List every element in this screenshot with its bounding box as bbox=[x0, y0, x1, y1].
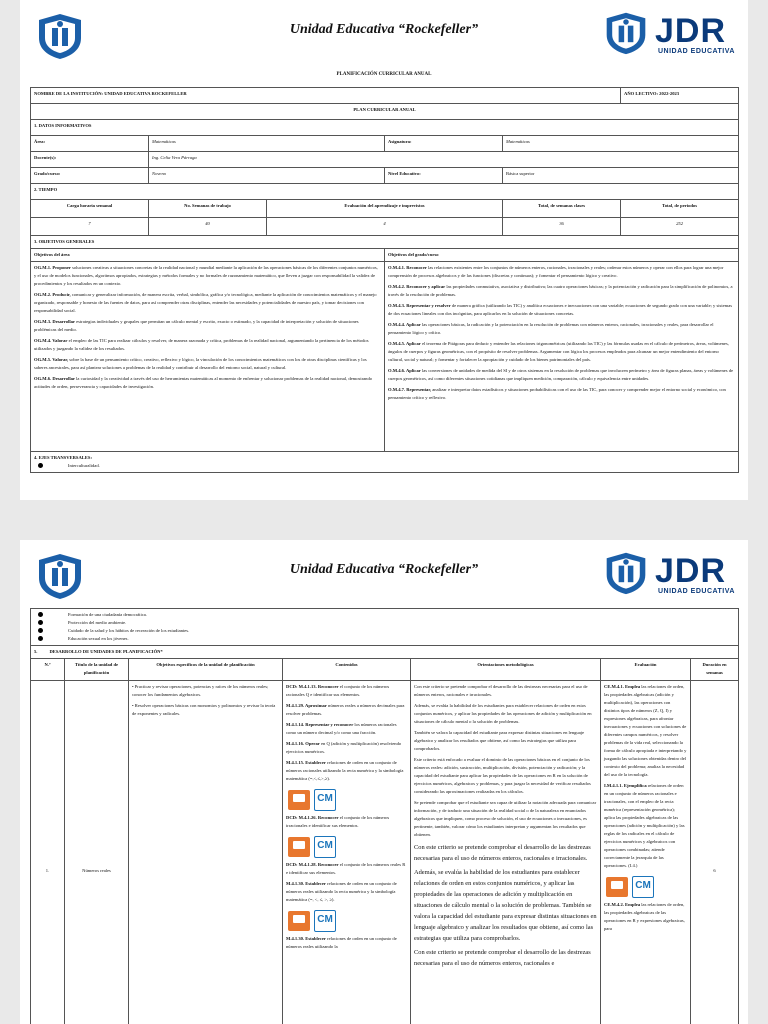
unit-objectives bbox=[129, 681, 283, 1024]
unit-duration: 6 bbox=[691, 681, 739, 1024]
grade-objective: O.M.4.1. Reconocer las relaciones existentes entre los conjuntos de números enteros, racionales, irracionales y reales; ordenar estos números y operar con ellos para lograr una mejor comprensión de procesos algebraicos y de las funciones (discretas y continuas); y fomentar el pensamiento lógico y creativo. bbox=[388, 265, 724, 278]
grade-value: Noveno bbox=[149, 168, 385, 184]
bullet-icon bbox=[38, 612, 43, 617]
page-header bbox=[20, 0, 748, 62]
unit-title: Números reales bbox=[65, 681, 129, 1024]
area-objective: OG.M.3. Desarrollar estrategias individuales y grupales que permitan un cálculo mental y escrito, exacto o estimado, y la capacidad de interpretación y solución de situaciones problémicas del medio. bbox=[34, 319, 359, 332]
time-header: Total, de periodos bbox=[621, 200, 739, 218]
transversal-axes-continued bbox=[31, 609, 739, 646]
content-item: M.4.1.16. Operar en Q (adición y multiplicación) resolviendo ejercicios numéricos. bbox=[286, 741, 402, 754]
methodology-paragraph: Además, se evalúa la habilidad de los estudiantes para establecer relaciones de orden en estos conjuntos numéricos, y aplicar las propiedades de las operaciones de adición y multiplicación en situaciones de cálculo mental o la solución de problemas. bbox=[414, 703, 592, 724]
content-item: M.4.1.15. Establecer relaciones de orden en un conjunto de números racionales utilizando la recta numérica y la simbología matemática (=,<,≤,>,≥). bbox=[286, 760, 404, 781]
unit-contents bbox=[283, 681, 411, 1024]
cm-resource-icon: CM bbox=[314, 836, 336, 858]
evaluation-item: I.M.4.1.1. Ejemplifica relaciones de orden en un conjunto de números racionales e irracionales, con el empleo de la recta numérica (representación geométrica); aplica las propiedades algebraicas de las operaciones (adición y multiplicación) y las reglas de los radicales en el cálculo de ejercicios numéricos y algebraicos con operaciones combinadas; atiende correctamente la jerarquía de las operaciones. (I.4.) bbox=[604, 783, 685, 868]
grade-objectives-list bbox=[385, 262, 739, 452]
cm-resource-icon: CM bbox=[314, 789, 336, 811]
area-objective: OG.M.5. Valorar, sobre la base de un pensamiento crítico, creativo, reflexivo y lógico, la vinculación de los conocimientos matemáticos con los de otras disciplinas científicas y los saberes ancestrales, para así plantear soluciones a problemas de la realidad y contribuir al desarrollo del entorno social, natural y cultural. bbox=[34, 357, 367, 370]
area-objectives-list bbox=[31, 262, 385, 452]
level-value: Básica superior bbox=[503, 168, 739, 184]
axis-item: Protección del medio ambiente. bbox=[34, 619, 735, 627]
jdr-logo bbox=[603, 10, 743, 60]
time-value: 40 bbox=[149, 218, 267, 236]
content-item: DCD: M.4.1.26. Reconocer el conjunto de los números irracionales e identificar sus elementos. bbox=[286, 815, 390, 828]
jdr-shield-icon bbox=[603, 10, 649, 56]
presentation-icon bbox=[288, 837, 310, 857]
time-header: Carga horaria semanal bbox=[31, 200, 149, 218]
subject-value: Matemáticas bbox=[503, 136, 739, 152]
time-header: No. Semanas de trabajo bbox=[149, 200, 267, 218]
jdr-logo-subtitle: UNIDAD EDUCATIVA bbox=[658, 588, 735, 595]
axis-item: Interculturalidad. bbox=[34, 462, 735, 470]
column-header: Duración en semanas bbox=[691, 659, 739, 681]
page-header bbox=[20, 540, 748, 602]
methodology bbox=[411, 681, 601, 1024]
time-header: Total, de semanas clases bbox=[503, 200, 621, 218]
content-item: M.4.1.30. Establecer relaciones de orden en un conjunto de números reales utilizando la recta numérica y la simbología matemática (=, <, ≤, >, ≥). bbox=[286, 881, 397, 902]
resource-icons bbox=[286, 833, 407, 861]
area-objective: OG.M.2. Producir, comunicar y generalizar información, de manera escrita, verbal, simbólica, gráfica y/o tecnológica, mediante la aplicación de conocimientos matemáticos y el manejo organizado, responsable y honesto de las fuentes de datos, para así comprender otras disciplinas, entender las necesidades y potencialidades de nuestro país, y tomar decisiones con responsabilidad social. bbox=[34, 292, 377, 313]
grade-objective: O.M.4.2. Reconocer y aplicar las propiedades conmutativa, asociativa y distributiva; las cuatro operaciones básicas; y la potenciación y radicación para la simplificación de polinomios, a través de la resolución de problemas. bbox=[388, 284, 733, 297]
evaluation-item: CE.M.4.1. Emplea las relaciones de orden, las propiedades algebraicas (adición y multiplicación), las operaciones con distintos tipos de números (Z, Q, I) y expresiones algebraicas, para afrontar inecuaciones y ecuaciones con soluciones de diferentes campos numéricos, y resolver problemas de la vida real, seleccionando la forma de cálculo apropiada e interpretando y juzgando las soluciones obtenidas dentro del contexto del problema; analiza la necesidad del uso de la tecnología. bbox=[604, 684, 687, 777]
area-objective: OG.M.4. Valorar el empleo de las TIC para realizar cálculos y resolver, de manera razonada y crítica, problemas de la realidad nacional, argumentando la pertinencia de los métodos utilizados y juzgando la validez de los resultados. bbox=[34, 338, 369, 351]
area-objectives-header: Objetivos del área bbox=[31, 249, 385, 262]
methodology-paragraph: Con este criterio se pretende comprobar el desarrollo de las destrezas necesarias para el uso de números enteros, racionales e irracionales. bbox=[414, 684, 588, 697]
section-ejes: 4. EJES TRANSVERSALES: bbox=[34, 455, 92, 460]
plan-label: PLAN CURRICULAR ANUAL bbox=[31, 104, 739, 120]
axis-item: Cuidado de la salud y los hábitos de recreación de los estudiantes. bbox=[34, 627, 735, 635]
resource-icons bbox=[604, 873, 687, 901]
presentation-icon bbox=[606, 877, 628, 897]
units-header-row bbox=[31, 659, 739, 681]
unit-row bbox=[31, 681, 739, 1024]
axis-item: Formación de una ciudadanía democrática. bbox=[34, 611, 735, 619]
column-header: Orientaciones metodológicas bbox=[411, 659, 601, 681]
methodology-paragraph: Además, se evalúa la habilidad de los estudiantes para establecer relaciones de orden en estos conjuntos numéricos, y aplicar las propiedades de las operaciones de adición y multiplicación en situaciones de cálculo mental o la solución de problemas. También se valora la capacidad del estudiante para expresar distintas situaciones en lenguaje algebraico y analizar los resultados que obtiene, así como las estrategias que utiliza para comprobarlos. bbox=[414, 869, 597, 942]
level-label: Nivel Educativo: bbox=[385, 168, 503, 184]
time-header-row bbox=[31, 200, 739, 218]
methodology-paragraph: También se valora la capacidad del estudiante para expresar distintas situaciones en lenguaje algebraico y analizar los resultados que obtiene, así como las estrategias que utiliza para comprobarlos. bbox=[414, 730, 585, 751]
time-values-row bbox=[31, 218, 739, 236]
grade-objective: O.M.4.7. Representar, analizar e interpretar datos estadísticos y situaciones probabilísticas con el uso de las TIC, para conocer y comprender mejor el entorno social y económico, con pensamiento crítico y reflexivo. bbox=[388, 387, 726, 400]
grade-objective: O.M.4.3. Representar y resolver de manera gráfica (utilizando las TIC) y analítica ecuaciones e inecuaciones con una variable; ecuaciones de segundo grado con una variable; y sistemas de dos ecuaciones lineales con dos incógnitas, para aplicarlos en la solución de situaciones concretas. bbox=[388, 303, 733, 316]
column-header: Evaluación bbox=[601, 659, 691, 681]
grade-objectives-header: Objetivos del grado/curso bbox=[385, 249, 739, 262]
document-page-1 bbox=[20, 0, 748, 500]
area-label: Área: bbox=[31, 136, 149, 152]
section-tiempo: 2. TIEMPO bbox=[31, 184, 739, 200]
time-value: 252 bbox=[621, 218, 739, 236]
evaluation bbox=[601, 681, 691, 1024]
unit-objective: • Resolver operaciones básicas con monomios y polinomios y revisar la teoría de exponentes y radicales. bbox=[132, 703, 276, 716]
plan-table bbox=[30, 87, 739, 473]
bullet-icon bbox=[38, 463, 43, 468]
grade-label: Grado/curso: bbox=[31, 168, 149, 184]
teacher-value: Ing. Celia Vera Párraga bbox=[149, 152, 739, 168]
axis-item: Educación sexual en los jóvenes. bbox=[34, 635, 735, 643]
content-item: M.4.1.29. Aproximar números reales a números decimales para resolver problemas. bbox=[286, 703, 405, 716]
presentation-icon bbox=[288, 790, 310, 810]
column-header: Título de la unidad de planificación bbox=[65, 659, 129, 681]
content-item: M.4.1.30. Establecer relaciones de orden en un conjunto de números reales utilizando la bbox=[286, 936, 397, 949]
jdr-logo bbox=[603, 550, 743, 600]
document-page-2 bbox=[20, 540, 748, 1024]
resource-icons bbox=[286, 907, 407, 935]
time-header: Evaluación del aprendizaje e imprevistos bbox=[267, 200, 503, 218]
methodology-paragraph: Con este criterio se pretende comprobar el desarrollo de las destrezas necesarias para el uso de números enteros, racionales e irracionales. bbox=[414, 844, 591, 862]
jdr-logo-text: JDR bbox=[655, 12, 727, 50]
area-objective: OG.M.6. Desarrollar la curiosidad y la creatividad a través del uso de herramientas matemáticas al momento de enfrentar y solucionar problemas de la realidad nacional, demostrando actitudes de orden, perseverancia y capacidades de investigación. bbox=[34, 376, 373, 389]
grade-objective: O.M.4.6. Aplicar las conversiones de unidades de medida del SI y de otros sistemas en la resolución de problemas que involucren perímetro y área de figuras planas, áreas y volúmenes de cuerpos geométricos, así como diferentes situaciones cotidianas que impliquen medición, comparación, cálculo y equivalencia entre unidades. bbox=[388, 368, 734, 381]
column-header: N.º bbox=[31, 659, 65, 681]
content-item: M.4.1.14. Representar y reconocer los números racionales como un número decimal y/o como una fracción. bbox=[286, 722, 397, 735]
school-year: AÑO LECTIVO: 2022-2023 bbox=[621, 88, 739, 104]
section-objetivos: 3. OBJETIVOS GENERALES bbox=[31, 236, 739, 249]
jdr-logo-text: JDR bbox=[655, 552, 727, 590]
presentation-icon bbox=[288, 911, 310, 931]
time-value: 4 bbox=[267, 218, 503, 236]
cm-resource-icon: CM bbox=[632, 876, 654, 898]
bullet-icon bbox=[38, 628, 43, 633]
content-item: DCD: M.4.1.28. Reconocer el conjunto de los números reales R e identificar sus elementos. bbox=[286, 862, 406, 875]
school-title: Unidad Educativa “Rockefeller” bbox=[289, 562, 479, 577]
teacher-label: Docente(s): bbox=[31, 152, 149, 168]
school-title: Unidad Educativa “Rockefeller” bbox=[289, 22, 479, 37]
time-value: 7 bbox=[31, 218, 149, 236]
transversal-axes bbox=[31, 452, 739, 473]
jdr-shield-icon bbox=[603, 550, 649, 596]
bullet-icon bbox=[38, 620, 43, 625]
column-header: Objetivos específicos de la unidad de planificación bbox=[129, 659, 283, 681]
institution-name: NOMBRE DE LA INSTITUCIÓN: UNIDAD EDUCATIVA ROCKEFELLER bbox=[31, 88, 621, 104]
area-value: Matemáticas bbox=[149, 136, 385, 152]
time-value: 36 bbox=[503, 218, 621, 236]
subject-label: Asignatura: bbox=[385, 136, 503, 152]
cm-resource-icon: CM bbox=[314, 910, 336, 932]
resource-icons bbox=[286, 786, 407, 814]
units-table bbox=[30, 608, 739, 1024]
methodology-paragraph: Se pretende comprobar que el estudiante sea capaz de utilizar la notación adecuada para comunicar información, y de traducir una situación de la realidad social o de la naturaleza en enunciados algebraicos que impliquen, como proceso de solución, el uso de ecuaciones o inecuaciones, es pertinente, también, valorar cómo los estudiantes interpretan y argumentan los resultados que obtienen. bbox=[414, 800, 597, 837]
section-datos-informativos: 1. DATOS INFORMATIVOS bbox=[31, 120, 739, 136]
unit-number: 1. bbox=[31, 681, 65, 1024]
methodology-paragraph: Este criterio está enfocado a evaluar el dominio de las operaciones básicas en el conjunto de los números reales: adición, sustracción, multiplicación, división, potenciación y radicación; y la capacidad del estudiante para aplicar las propiedades de las operaciones en R en la solución de ejercicios numéricos, algebraicos y problemas, y para juzgar la necesidad de verificar resultados considerando las aproximaciones realizadas en los cálculos. bbox=[414, 757, 591, 794]
methodology-paragraph: Con este criterio se pretende comprobar el desarrollo de las destrezas necesarias para el uso de números enteros, racionales e bbox=[414, 949, 591, 967]
bullet-icon bbox=[38, 636, 43, 641]
content-item: DCD: M.4.1.13. Reconocer el conjunto de los números racionales Q e identificar sus elementos. bbox=[286, 684, 390, 697]
document-title: PLANIFICACIÓN CURRICULAR ANUAL bbox=[336, 72, 432, 77]
grade-objective: O.M.4.4. Aplicar las operaciones básicas, la radicación y la potenciación en la resolución de problemas con números enteros, racionales, irracionales y reales, para desarrollar el pensamiento lógico y crítico. bbox=[388, 322, 714, 335]
unit-objective: • Practicar y revisar operaciones, potencias y raíces de los números reales; conocer los fundamentos algebraicos. bbox=[132, 684, 269, 697]
area-objective: OG.M.1. Proponer soluciones creativas a situaciones concretas de la realidad nacional y mundial mediante la aplicación de las operaciones básicas de los diferentes conjuntos numéricos, y el uso de modelos funcionales, algoritmos apropiados, estrategias y métodos formales y no formales de razonamiento matemático, que lleven a juzgar con responsabilidad la validez de procedimientos y los resultados en un contexto. bbox=[34, 265, 378, 286]
jdr-logo-subtitle: UNIDAD EDUCATIVA bbox=[658, 48, 735, 55]
column-header: Contenidos bbox=[283, 659, 411, 681]
grade-objective: O.M.4.5. Aplicar el teorema de Pitágoras para deducir y entender las relaciones trigonométricas (utilizando las TIC) y las fórmulas usadas en el cálculo de perímetros, áreas, volúmenes, ángulos de cuerpos y figuras geométricas, con el propósito de resolver problemas. Argumentar con lógica los procesos empleados para alcanzar un mejor entendimiento del entorno cultural, social y natural; y fomentar y fortalecer la apropiación y cuidado de los bienes patrimoniales del país. bbox=[388, 341, 729, 362]
evaluation-item: CE.M.4.2. Emplea las relaciones de orden, las propiedades algebraicas de las operaciones en R y expresiones algebraicas, para bbox=[604, 902, 685, 931]
section-desarrollo: 5. DESARROLLO DE UNIDADES DE PLANIFICACIÓN* bbox=[31, 646, 739, 659]
